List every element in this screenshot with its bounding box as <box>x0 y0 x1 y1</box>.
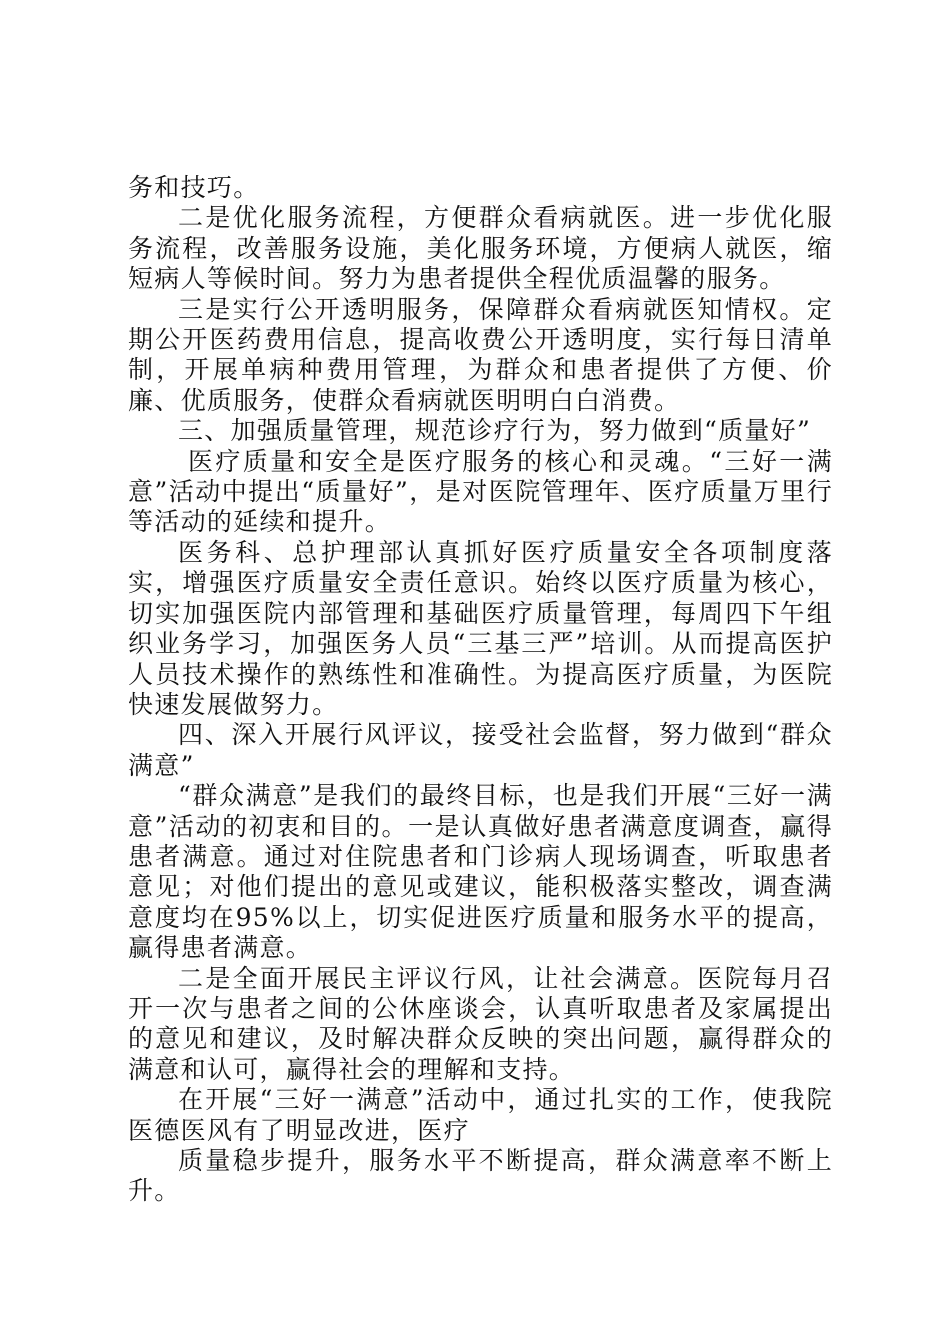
paragraph-quality-management: 医务科、总护理部认真抓好医疗质量安全各项制度落实，增强医疗质量安全责任意识。始终以医疗质量为核心，切实加强医院内部管理和基础医疗质量管理，每周四下午组织业务学习，加强医务人员“三基三严”培训。从而提高医护人员技术操作的熟练性和准确性。为提高医疗质量，为医院快速发展做努力。 <box>128 537 833 719</box>
document-body <box>128 173 833 1207</box>
paragraph-summary-continued: 质量稳步提升，服务水平不断提高，群众满意率不断上升。 <box>128 1146 833 1206</box>
paragraph-satisfaction-goal: “群众满意”是我们的最终目标，也是我们开展“三好一满意”活动的初衷和目的。一是认真做好患者满意度调查，赢得患者满意。通过对住院患者和门诊病人现场调查，听取患者意见；对他们提出的意见或建议，能积极落实整改，调查满意度均在95%以上，切实促进医疗质量和服务水平的提高，赢得患者满意。 <box>128 781 833 963</box>
paragraph-summary: 在开展“三好一满意”活动中，通过扎实的工作，使我院医德医风有了明显改进，医疗 <box>128 1085 833 1145</box>
paragraph-continuation: 务和技巧。 <box>128 173 260 202</box>
paragraph-quality-core: 医疗质量和安全是医疗服务的核心和灵魂。“三好一满意”活动中提出“质量好”，是对医院管理年、医疗质量万里行等活动的延续和提升。 <box>128 446 833 537</box>
paragraph-democratic-review: 二是全面开展民主评议行风，让社会满意。医院每月召开一次与患者之间的公休座谈会，认真听取患者及家属提出的意见和建议，及时解决群众反映的突出问题，赢得群众的满意和认可，赢得社会的理解和支持。 <box>128 963 833 1084</box>
paragraph-transparent-service: 三是实行公开透明服务，保障群众看病就医知情权。定期公开医药费用信息，提高收费公开透明度，实行每日清单制，开展单病种费用管理，为群众和患者提供了方便、价廉、优质服务，使群众看病就医明明白白消费。 <box>128 294 833 415</box>
section-heading-quality: 三、加强质量管理，规范诊疗行为，努力做到“质量好” <box>178 416 812 446</box>
paragraph-optimize-process: 二是优化服务流程，方便群众看病就医。进一步优化服务流程，改善服务设施，美化服务环境，方便病人就医，缩短病人等候时间。努力为患者提供全程优质温馨的服务。 <box>128 203 833 294</box>
section-heading-satisfaction: 四、深入开展行风评议，接受社会监督，努力做到“群众满意” <box>128 720 833 780</box>
